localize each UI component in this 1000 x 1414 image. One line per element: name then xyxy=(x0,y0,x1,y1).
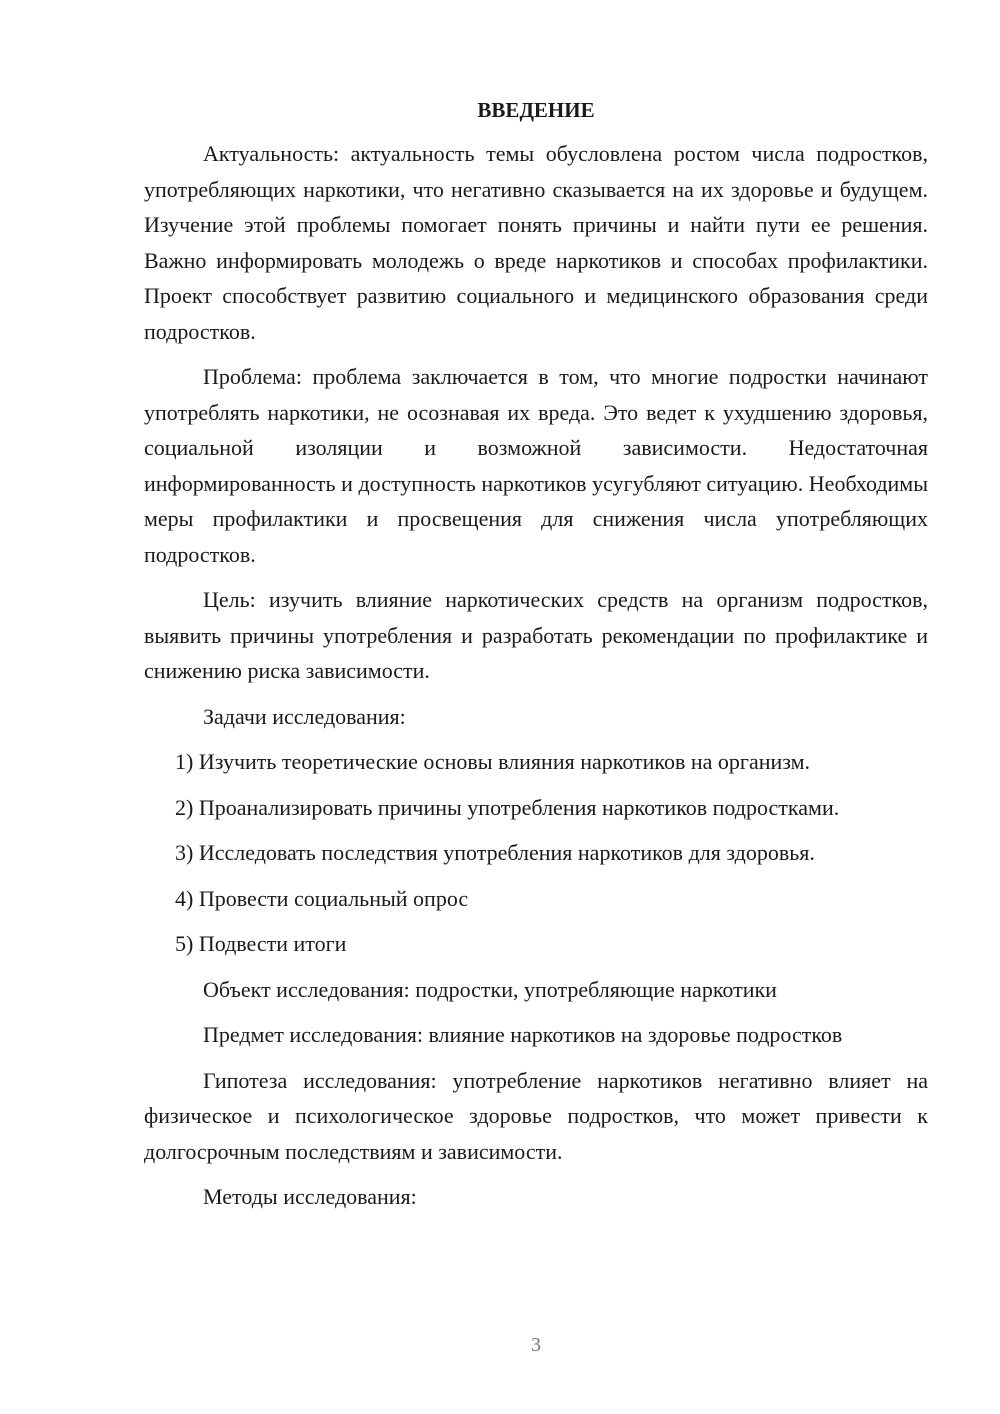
subject-paragraph: Предмет исследования: влияние наркотиков на здоровье подростков xyxy=(203,1022,843,1047)
hypothesis-paragraph: Гипотеза исследования: употребление наркотиков негативно влияет на физическое и психологическое здоровье подростков, что может привести к долгосрочным последствиям и зависимости. xyxy=(144,1067,928,1164)
task-item-1: 1) Изучить теоретические основы влияния наркотиков на организм. xyxy=(175,749,811,774)
problem-paragraph: Проблема: проблема заключается в том, что многие подростки начинают употреблять наркотики, не осознавая их вреда. Это ведет к ухудшению здоровья, социальной изоляции и возможной зависимости. Недостаточная информированность и доступность наркотиков усугубляют ситуацию. Необходимы меры профилактики и просвещения для снижения числа употребляющих подростков. xyxy=(144,364,928,567)
section-title: ВВЕДЕНИЕ xyxy=(477,98,595,122)
relevance-paragraph: Актуальность: актуальность темы обусловлена ростом числа подростков, употребляющих наркотики, что негативно сказывается на их здоровье и будущем. Изучение этой проблемы помогает понять причины и найти пути ее решения. Важно информировать молодежь о вреде наркотиков и способах профилактики. Проект способствует развитию социального и медицинского образования среди подростков. xyxy=(144,141,928,344)
task-item-3: 3) Исследовать последствия употребления наркотиков для здоровья. xyxy=(175,840,815,865)
task-item-2: 2) Проанализировать причины употребления наркотиков подростками. xyxy=(175,794,840,820)
methods-heading: Методы исследования: xyxy=(203,1184,417,1209)
task-item-4: 4) Провести социальный опрос xyxy=(175,885,469,911)
tasks-heading: Задачи исследования: xyxy=(203,703,406,729)
document-page xyxy=(144,92,928,1225)
task-item-5: 5) Подвести итоги xyxy=(175,931,347,956)
page-number: 3 xyxy=(531,1334,541,1356)
object-paragraph: Объект исследования: подростки, употребляющие наркотики xyxy=(203,976,777,1002)
goal-paragraph: Цель: изучить влияние наркотических средств на организм подростков, выявить причины употребления и разработать рекомендации по профилактике и снижению риска зависимости. xyxy=(144,587,928,683)
